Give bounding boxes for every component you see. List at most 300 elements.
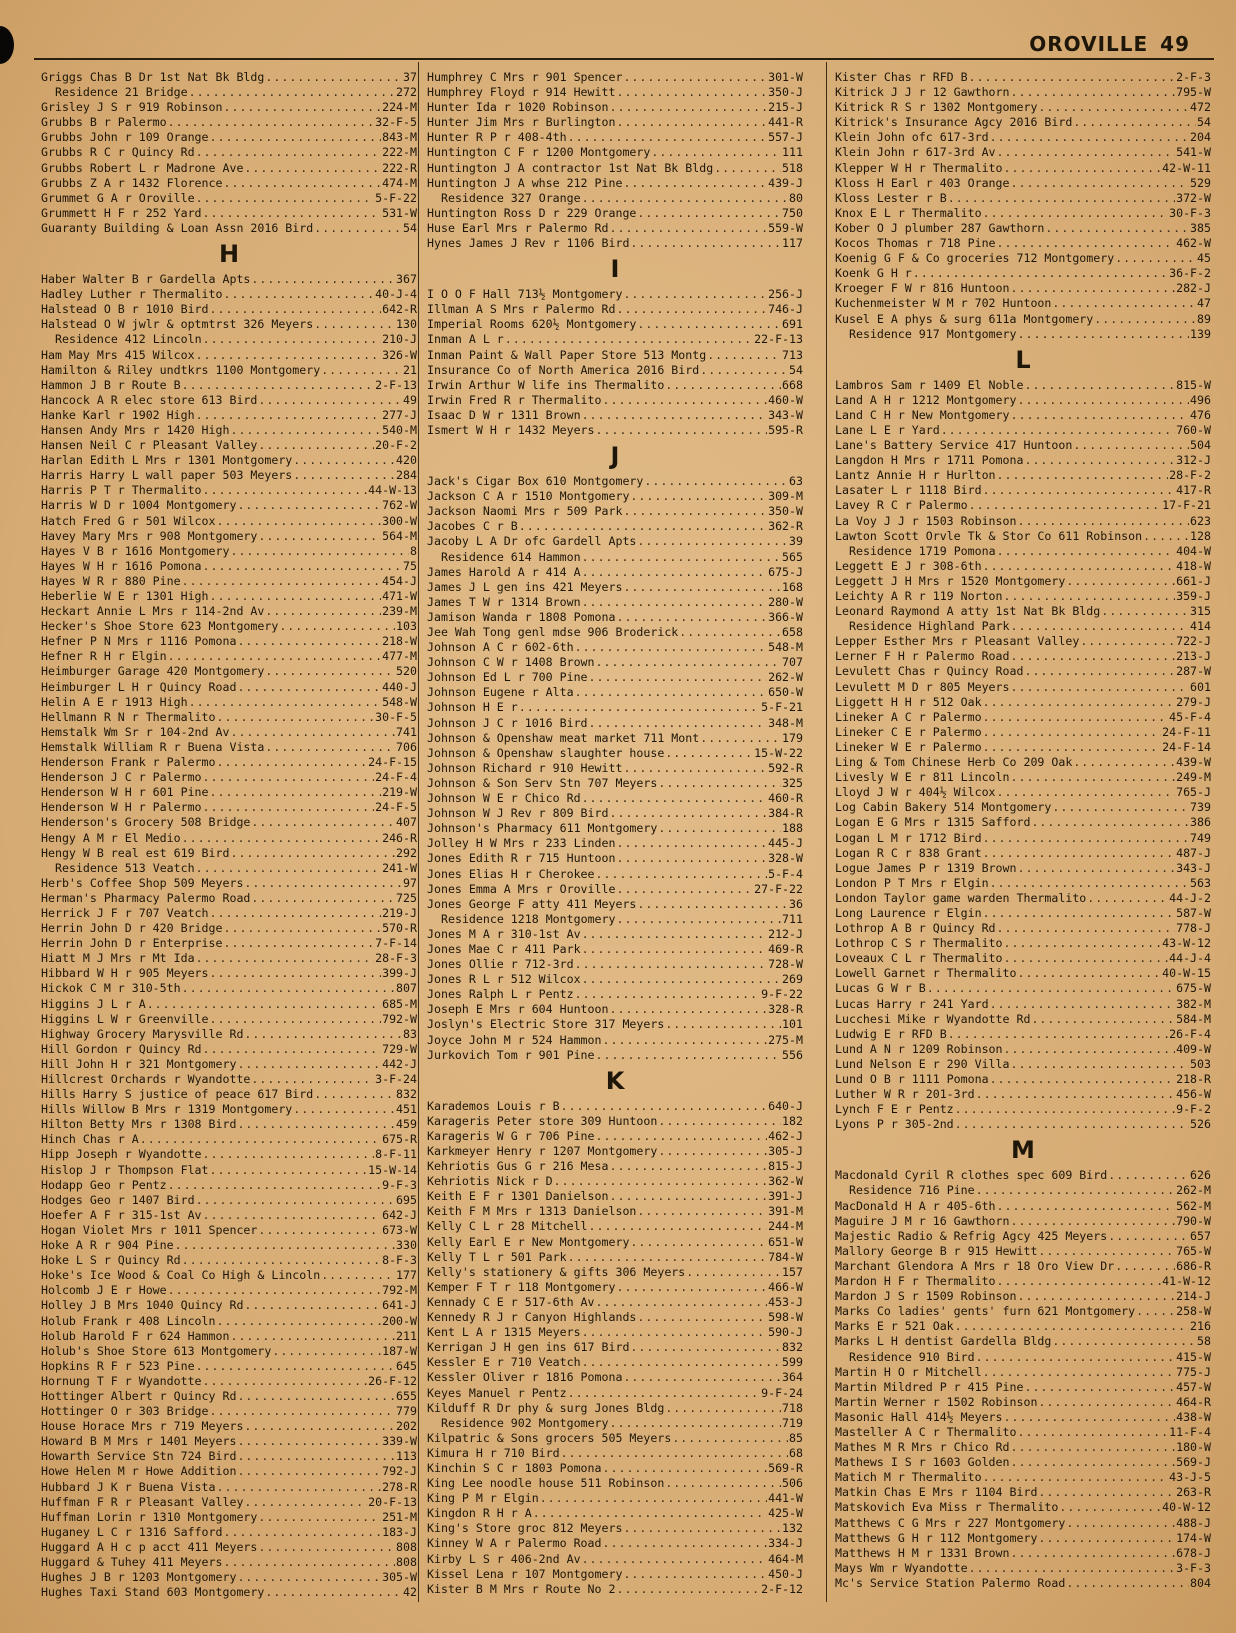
listing-name: Kissel Lena r 107 Montgomery xyxy=(427,1566,623,1581)
leader-dots xyxy=(1031,1012,1175,1027)
listing-name: Hottinger O r 303 Bridge xyxy=(41,1404,209,1419)
directory-entry xyxy=(835,831,1211,846)
listing-name: Johnson & Openshaw meat market 711 Mont xyxy=(427,730,700,745)
leader-dots xyxy=(505,332,753,347)
directory-entry xyxy=(835,1546,1211,1561)
listing-name: Hodapp Geo r Pentz xyxy=(41,1177,167,1192)
directory-entry xyxy=(427,302,803,317)
leader-dots xyxy=(203,559,402,574)
phone-number: 729-W xyxy=(382,1041,417,1056)
leader-dots xyxy=(237,1434,381,1449)
listing-name: Hill Gordon r Quincy Rd xyxy=(41,1041,202,1056)
directory-entry xyxy=(835,1380,1211,1395)
directory-entry xyxy=(835,221,1211,236)
phone-number: 391-J xyxy=(768,1189,803,1204)
directory-entry xyxy=(41,1223,417,1238)
directory-entry xyxy=(835,1214,1211,1229)
phone-number: 3-F-24 xyxy=(375,1072,417,1086)
directory-entry xyxy=(835,1012,1211,1027)
leader-dots xyxy=(1038,1395,1175,1410)
phone-number: 466-W xyxy=(768,1279,803,1294)
listing-name: La Voy J J r 1503 Robinson xyxy=(835,513,1017,528)
phone-number: 691 xyxy=(782,317,803,332)
phone-number: 219-W xyxy=(382,785,417,800)
phone-number: 442-J xyxy=(382,1056,417,1071)
leader-dots xyxy=(1052,296,1196,311)
listing-name: Log Cabin Bakery 514 Montgomery xyxy=(835,800,1052,815)
directory-entry xyxy=(427,1401,803,1416)
directory-entry xyxy=(427,625,803,640)
directory-entry xyxy=(835,997,1211,1012)
directory-entry xyxy=(835,1042,1211,1057)
leader-dots xyxy=(258,529,381,544)
listing-name: Hoke L S r Quincy Rd xyxy=(41,1253,181,1268)
listing-name: Residence 917 Montgomery xyxy=(849,326,1017,341)
listing-name: Kitrick J J r 12 Gawthorn xyxy=(835,85,1010,100)
phone-number: 362-R xyxy=(768,519,803,534)
listing-name: Hughes J B r 1203 Montgomery xyxy=(41,1570,237,1585)
leader-dots xyxy=(1073,115,1196,130)
phone-number: 168 xyxy=(782,579,803,594)
phone-number: 212-J xyxy=(768,926,803,941)
phone-number: 239-M xyxy=(382,604,417,619)
directory-entry xyxy=(41,363,417,378)
phone-number: 157 xyxy=(782,1264,803,1279)
directory-entry xyxy=(41,161,417,176)
listing-name: Kemper F T r 118 Montgomery xyxy=(427,1279,616,1294)
leader-dots xyxy=(210,966,382,981)
directory-entry xyxy=(835,891,1211,906)
directory-entry xyxy=(427,317,803,332)
phone-number: 488-J xyxy=(1176,1515,1211,1530)
leader-dots xyxy=(969,498,1162,513)
leader-dots xyxy=(210,1163,368,1178)
listing-name: Hubbard J K r Buena Vista xyxy=(41,1479,216,1494)
directory-entry xyxy=(427,957,803,972)
directory-entry xyxy=(427,1048,803,1063)
listing-name: Jacobes C r B xyxy=(427,519,518,534)
directory-entry xyxy=(427,1002,803,1017)
phone-number: 668 xyxy=(782,377,803,392)
phone-number: 364 xyxy=(782,1370,803,1385)
listing-name: Johnson J C r 1016 Bird xyxy=(427,715,588,730)
phone-number: 367 xyxy=(396,272,417,287)
directory-entry xyxy=(41,1404,417,1419)
leader-dots xyxy=(314,1087,395,1102)
phone-number: 328-W xyxy=(768,851,803,866)
leader-dots xyxy=(1024,453,1175,468)
listing-name: Johnson H E r xyxy=(427,700,518,715)
directory-entry xyxy=(427,821,803,836)
leader-dots xyxy=(575,640,768,655)
phone-number: 5-F-22 xyxy=(375,190,417,205)
phone-number: 707 xyxy=(782,655,803,670)
directory-entry xyxy=(427,1280,803,1295)
phone-number: 89 xyxy=(1197,311,1211,326)
directory-entry xyxy=(427,776,803,791)
leader-dots xyxy=(983,846,1176,861)
leader-dots xyxy=(1073,755,1175,770)
directory-entry xyxy=(427,1033,803,1048)
phone-number: 503 xyxy=(1190,1056,1211,1071)
leader-dots xyxy=(1004,589,1176,604)
leader-dots xyxy=(217,755,368,770)
listing-name: Lynch F E r Pentz xyxy=(835,1102,954,1117)
phone-number: 326-W xyxy=(382,347,417,362)
listing-name: Keith F M Mrs r 1313 Danielson xyxy=(427,1204,637,1219)
listing-name: Levulett M D r 805 Meyers xyxy=(835,679,1010,694)
leader-dots xyxy=(644,474,788,489)
directory-entry xyxy=(41,498,417,513)
phone-number: 85 xyxy=(789,1430,803,1445)
phone-number: 39 xyxy=(789,534,803,549)
phone-number: 214-J xyxy=(1176,1289,1211,1304)
listing-name: Leichty A R r 119 Norton xyxy=(835,589,1003,603)
leader-dots xyxy=(969,1561,1175,1576)
leader-dots xyxy=(293,1102,395,1117)
phone-number: 718 xyxy=(782,1400,803,1415)
leader-dots xyxy=(616,1280,767,1295)
directory-entry xyxy=(427,393,803,408)
listing-name: Matthews H M r 1331 Brown xyxy=(835,1545,1010,1560)
directory-entry xyxy=(835,251,1211,266)
listing-name: Marchant Glendora A Mrs r 18 Oro View Dr xyxy=(835,1258,1115,1273)
listing-name: Hornung T F r Wyandotte xyxy=(41,1373,202,1388)
leader-dots xyxy=(203,483,368,498)
leader-dots xyxy=(182,981,395,996)
listing-name: Hamilton & Riley undtkrs 1100 Montgomery xyxy=(41,362,321,377)
leader-dots xyxy=(1017,514,1189,529)
listing-name: Heimburger L H r Quincy Road xyxy=(41,679,237,694)
leader-dots xyxy=(203,800,375,815)
listing-name: Grubbs B r Palermo xyxy=(41,115,167,130)
listing-name: Hynes James J Rev r 1106 Bird xyxy=(427,236,630,251)
phone-number: 792-J xyxy=(382,1464,417,1479)
column-divider xyxy=(826,62,827,1602)
leader-dots xyxy=(686,1265,781,1280)
leader-dots xyxy=(1059,1500,1161,1515)
listing-name: Ismert W H r 1432 Meyers xyxy=(427,422,595,437)
phone-number: 601 xyxy=(1190,679,1211,694)
directory-entry xyxy=(41,1042,417,1057)
listing-name: Hipp Joseph r Wyandotte xyxy=(41,1147,202,1162)
phone-number: 180-W xyxy=(1176,1440,1211,1455)
listing-name: Lund Nelson E r 290 Villa xyxy=(835,1056,1010,1071)
listing-name: Logue James P r 1319 Brown xyxy=(835,860,1017,875)
listing-name: Inman A L r xyxy=(427,332,504,347)
phone-number: 21 xyxy=(403,362,417,377)
phone-number: 44-J-2 xyxy=(1169,890,1211,905)
directory-entry xyxy=(427,791,803,806)
leader-dots xyxy=(168,649,381,664)
listing-name: Jamison Wanda r 1808 Pomona xyxy=(427,609,616,624)
phone-number: 47 xyxy=(1197,296,1211,311)
leader-dots xyxy=(533,1506,767,1521)
leader-dots xyxy=(182,831,381,846)
phone-number: 17-F-21 xyxy=(1162,498,1211,513)
phone-number: 832 xyxy=(782,1340,803,1355)
listing-name: Haber Walter B r Gardella Apts xyxy=(41,272,251,287)
listing-name: Johnson Richard r 910 Hewitt xyxy=(427,760,623,775)
leader-dots xyxy=(596,423,768,438)
directory-entry xyxy=(427,1114,803,1129)
directory-entry xyxy=(41,951,417,966)
directory-entry xyxy=(835,1425,1211,1440)
directory-entry xyxy=(835,770,1211,785)
listing-name: Leonard Raymond A atty 1st Nat Bk Bldg xyxy=(835,604,1101,619)
directory-entry xyxy=(41,846,417,861)
listing-name: Hengy A M r El Medio xyxy=(41,830,181,845)
directory-entry xyxy=(427,851,803,866)
directory-entry xyxy=(41,483,417,498)
directory-entry xyxy=(835,1289,1211,1304)
listing-name: Irwin Arthur W life ins Thermalito xyxy=(427,377,665,392)
leader-dots xyxy=(1115,251,1196,266)
page-header xyxy=(1029,32,1190,56)
listing-name: Land A H r 1212 Montgomery xyxy=(835,392,1017,407)
phone-number: 249-M xyxy=(1176,770,1211,785)
directory-entry xyxy=(835,312,1211,327)
listing-name: Lantz Annie H r Hurlton xyxy=(835,468,996,483)
phone-number: 216 xyxy=(1190,1319,1211,1334)
leader-dots xyxy=(168,115,374,130)
leader-dots xyxy=(182,378,375,393)
phone-number: 459 xyxy=(396,1117,417,1132)
leader-dots xyxy=(1108,1229,1189,1244)
phone-number: 454-J xyxy=(382,573,417,588)
listing-name: Marks E r 521 Oak xyxy=(835,1319,954,1334)
directory-entry xyxy=(427,1325,803,1340)
directory-entry xyxy=(41,1027,417,1042)
directory-entry xyxy=(427,423,803,438)
phone-number: 36-F-2 xyxy=(1169,266,1211,281)
leader-dots xyxy=(927,981,1175,996)
directory-entry xyxy=(835,1168,1211,1183)
leader-dots xyxy=(658,776,781,791)
directory-entry xyxy=(41,1419,417,1434)
directory-entry xyxy=(427,1099,803,1114)
leader-dots xyxy=(223,287,374,302)
listing-name: Kober O J plumber 287 Gawthorn xyxy=(835,220,1045,235)
phone-number: 2-F-13 xyxy=(375,377,417,392)
listing-name: Hefner R H r Elgin xyxy=(41,649,167,664)
directory-entry xyxy=(41,1464,417,1479)
phone-number: 37 xyxy=(403,70,417,84)
leader-dots xyxy=(258,1223,381,1238)
listing-name: Lane L E r Yard xyxy=(835,422,940,437)
listing-name: Mardon H F r Thermalito xyxy=(835,1274,996,1289)
listing-name: Heckart Annie L Mrs r 114-2nd Av xyxy=(41,604,265,619)
phone-number: 272 xyxy=(396,85,417,100)
phone-number: 385 xyxy=(1190,220,1211,235)
listing-name: Knox E L r Thermalito xyxy=(835,205,982,220)
leader-dots xyxy=(203,332,382,347)
leader-dots xyxy=(1101,604,1189,619)
directory-entry xyxy=(835,1516,1211,1531)
directory-entry xyxy=(41,1253,417,1268)
leader-dots xyxy=(230,846,395,861)
listing-name: King Lee noodle house 511 Robinson xyxy=(427,1476,665,1491)
phone-number: 40-W-12 xyxy=(1162,1500,1211,1515)
directory-entry xyxy=(427,1174,803,1189)
phone-number: 202 xyxy=(396,1419,417,1434)
directory-entry xyxy=(41,70,417,85)
leader-dots xyxy=(630,489,767,504)
directory-entry xyxy=(835,619,1211,634)
leader-dots xyxy=(203,1042,382,1057)
directory-entry xyxy=(427,1552,803,1567)
phone-number: 244-M xyxy=(768,1219,803,1234)
listing-name: Jones Ralph L r Pentz xyxy=(427,987,574,1002)
directory-entry xyxy=(835,1485,1211,1500)
directory-entry xyxy=(41,1102,417,1117)
phone-number: 518 xyxy=(782,160,803,175)
phone-number: 570-R xyxy=(382,921,417,936)
listing-name: Hills Harry S justice of peace 617 Bird xyxy=(41,1087,314,1102)
phone-number: 384-R xyxy=(768,806,803,821)
leader-dots xyxy=(1038,1485,1175,1500)
directory-entry xyxy=(835,1259,1211,1274)
listing-name: Holub Harold F r 624 Hammon xyxy=(41,1328,230,1343)
phone-number: 658 xyxy=(782,625,803,639)
directory-entry xyxy=(41,1525,417,1540)
phone-number: 749 xyxy=(1190,830,1211,845)
directory-entry xyxy=(427,130,803,145)
leader-dots xyxy=(665,746,753,761)
listing-name: Lothrop A B r Quincy Rd xyxy=(835,921,996,936)
listing-name: Hansen Andy Mrs r 1420 High xyxy=(41,422,230,437)
leader-dots xyxy=(623,1567,767,1582)
listing-name: Maguire J M r 16 Gawthorn xyxy=(835,1213,1010,1228)
listing-name: Kloss Lester r B xyxy=(835,190,947,205)
section-letter: M xyxy=(1011,1136,1035,1165)
directory-entry xyxy=(427,761,803,776)
directory-entry xyxy=(835,191,1211,206)
phone-number: 117 xyxy=(782,236,803,251)
leader-dots xyxy=(519,519,767,534)
listing-name: Kitrick R S r 1302 Montgomery xyxy=(835,100,1038,115)
listing-name: Griggs Chas B Dr 1st Nat Bk Bldg xyxy=(41,70,265,84)
phone-number: 43-W-12 xyxy=(1162,936,1211,951)
directory-entry xyxy=(427,1144,803,1159)
phone-number: 441-W xyxy=(768,1491,803,1506)
leader-dots xyxy=(1017,966,1161,981)
phone-number: 815-J xyxy=(768,1159,803,1174)
directory-entry xyxy=(41,966,417,981)
phone-number: 36 xyxy=(789,896,803,911)
directory-entry xyxy=(427,1204,803,1219)
leader-dots xyxy=(637,897,788,912)
directory-entry xyxy=(427,1416,803,1431)
directory-entry xyxy=(427,670,803,685)
leader-dots xyxy=(244,1419,395,1434)
listing-name: Macdonald Cyril R clothes spec 609 Bird xyxy=(835,1168,1108,1183)
phone-number: 462-W xyxy=(1176,236,1211,251)
leader-dots xyxy=(679,625,781,640)
listing-name: James Harold A r 414 A xyxy=(427,564,581,579)
directory-entry xyxy=(427,1129,803,1144)
directory-entry xyxy=(41,1057,417,1072)
phone-number: 113 xyxy=(396,1449,417,1464)
leader-dots xyxy=(1073,438,1189,453)
directory-entry xyxy=(41,1540,417,1555)
phone-number: 808 xyxy=(396,1539,417,1554)
phone-number: 372-W xyxy=(1176,190,1211,205)
phone-number: 343-J xyxy=(1176,860,1211,875)
directory-entry xyxy=(835,1455,1211,1470)
listing-name: James J L gen ins 421 Meyers xyxy=(427,579,623,594)
directory-entry xyxy=(41,544,417,559)
listing-name: Jones R L r 512 Wilcox xyxy=(427,972,581,987)
directory-entry xyxy=(41,1012,417,1027)
phone-number: 24-F-5 xyxy=(375,800,417,815)
leader-dots xyxy=(596,655,782,670)
listing-name: Ling & Tom Chinese Herb Co 209 Oak xyxy=(835,755,1073,770)
listing-name: Lambros Sam r 1409 El Noble xyxy=(835,377,1024,392)
leader-dots xyxy=(1011,408,1190,423)
directory-entry xyxy=(41,332,417,347)
phone-number: 262-W xyxy=(768,670,803,685)
directory-entry xyxy=(835,740,1211,755)
directory-entry xyxy=(835,921,1211,936)
leader-dots xyxy=(616,882,753,897)
phone-number: 330 xyxy=(396,1238,417,1253)
directory-entry xyxy=(427,1446,803,1461)
directory-entry xyxy=(427,145,803,160)
listing-name: Grubbs John r 109 Orange xyxy=(41,130,209,145)
listing-name: MacDonald H A r 405-6th xyxy=(835,1198,996,1213)
leader-dots xyxy=(237,1570,381,1585)
phone-number: 305-W xyxy=(382,1570,417,1585)
directory-entry xyxy=(427,489,803,504)
phone-number: 177 xyxy=(396,1268,417,1283)
directory-entry xyxy=(41,1298,417,1313)
listing-name: Jee Wah Tong genl mdse 906 Broderick xyxy=(427,625,679,639)
listing-name: Matthews G H r 112 Montgomery xyxy=(835,1530,1038,1545)
listing-name: Hislop J r Thompson Flat xyxy=(41,1162,209,1177)
leader-dots xyxy=(223,921,381,936)
listing-name: Masteller A C r Thermalito xyxy=(835,1424,1017,1439)
phone-number: 779 xyxy=(396,1404,417,1419)
directory-entry xyxy=(427,1355,803,1370)
leader-dots xyxy=(1018,327,1190,342)
listing-name: Matthews C G Mrs r 227 Montgomery xyxy=(835,1515,1066,1530)
leader-dots xyxy=(582,927,768,942)
directory-entry xyxy=(41,1283,417,1298)
directory-entry xyxy=(427,1582,803,1597)
directory-entry xyxy=(835,1057,1211,1072)
header-rule xyxy=(34,58,1214,60)
phone-number: 5-F-4 xyxy=(768,866,803,881)
phone-number: 9-F-2 xyxy=(1176,1102,1211,1117)
listing-name: Hunter Jim Mrs r Burlington xyxy=(427,115,616,130)
leader-dots xyxy=(1011,85,1176,100)
directory-entry xyxy=(41,378,417,393)
leader-dots xyxy=(561,1099,767,1114)
leader-dots xyxy=(997,544,1176,559)
phone-number: 182 xyxy=(782,1113,803,1128)
listing-name: Huganey L C r 1316 Safford xyxy=(41,1524,223,1539)
phone-number: 399-J xyxy=(382,966,417,981)
listing-name: Langdon H Mrs r 1711 Pomona xyxy=(835,453,1024,468)
directory-entry xyxy=(41,740,417,755)
directory-entry xyxy=(41,936,417,951)
directory-entry xyxy=(41,1434,417,1449)
directory-entry xyxy=(427,161,803,176)
phone-number: 8-F-11 xyxy=(375,1147,417,1162)
phone-number: 526 xyxy=(1190,1117,1211,1132)
leader-dots xyxy=(941,423,1175,438)
